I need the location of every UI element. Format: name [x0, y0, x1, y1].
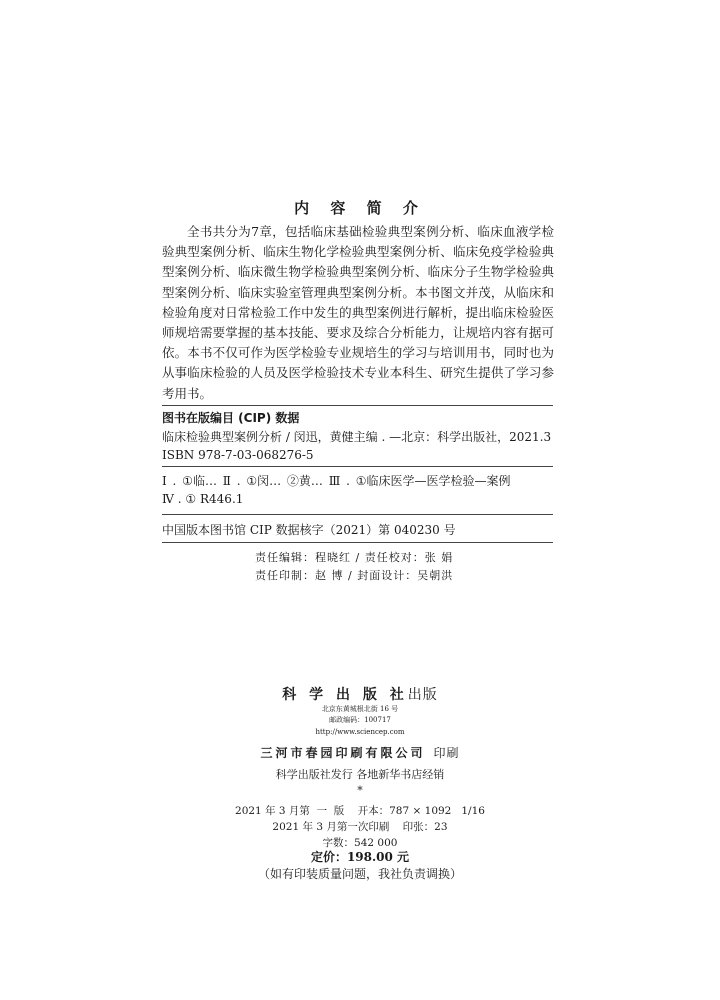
spec-printing: 2021 年 3 月第一次印刷 印张：23 [272, 821, 448, 833]
summary-heading: 内 容 简 介 [294, 199, 426, 217]
cip-classification-line-1: Ⅰ . ①临… Ⅱ . ①闵… ②黄… Ⅲ . ①临床医学—医学检验—案例 [162, 474, 511, 488]
publisher-website: http://www.sciencep.com [315, 728, 405, 736]
price: 定价：198.00 元 [310, 850, 410, 864]
cip-title-line: 临床检验典型案例分析 / 闵迅，黄健主编 . —北京：科学出版社，2021.3 [162, 430, 552, 444]
cip-lower-rule [162, 514, 553, 515]
cip-isbn: ISBN 978-7-03-068276-5 [162, 448, 314, 462]
editor-credits-line-2: 责任印制：赵 博 / 封面设计：吴朝洪 [255, 569, 454, 582]
cip-mid-rule [162, 466, 553, 467]
cip-classification-line-2: Ⅳ . ① R446.1 [162, 492, 244, 506]
cip-heading: 图书在版编目 (CIP) 数据 [162, 411, 300, 425]
cip-bottom-rule [162, 542, 553, 543]
cip-top-rule [162, 405, 553, 406]
printer-name-suffix: 印刷 [433, 746, 460, 760]
distribution-line: 科学出版社发行 各地新华书店经销 [275, 768, 445, 781]
price-note: （如有印装质量问题，我社负责调换） [257, 867, 462, 881]
publisher-address: 北京东黄城根北街 16 号 [321, 705, 399, 713]
cip-data-number: 中国版本图书馆 CIP 数据核字（2021）第 040230 号 [162, 523, 456, 537]
separator-asterisk: * [357, 784, 363, 797]
publisher-name-text: 科 学 出 版 社 [282, 687, 408, 703]
publisher-name [0, 684, 720, 704]
editor-credits-line-1: 责任编辑：程晓红 / 责任校对：张 娟 [255, 551, 454, 564]
spec-edition: 2021 年 3 月第 一 版 开本：787 × 1092 1/16 [235, 805, 485, 817]
summary-body: 全书共分为7章，包括临床基础检验典型案例分析、临床血液学检验典型案例分析、临床生物化学检验典型案例分析、临床免疫学检验典型案例分析、临床微生物学检验典型案例分析、临床分子生物学检验典型案例分析、临床实验室管理典型案例分析。本书图文并茂，从临床和检验角度对日常检验工作中发生的典型案例进行解析，提出临床检验医师规培需要掌握的基本技能、要求及综合分析能力，让规培内容有据可依。本书不仅可作为医学检验专业规培生的学习与培训用书，同时也为从事临床检验的人员及医学检验技术专业本科生、研究生提供了学习参考用书。 [162, 224, 554, 401]
publisher-postcode: 邮政编码：100717 [329, 716, 391, 724]
publisher-name-suffix: 出版 [407, 687, 438, 703]
printer-name-text: 三河市春园印刷有限公司 [260, 746, 426, 760]
printer-name [0, 744, 720, 761]
spec-wordcount: 字数：542 000 [322, 837, 398, 849]
